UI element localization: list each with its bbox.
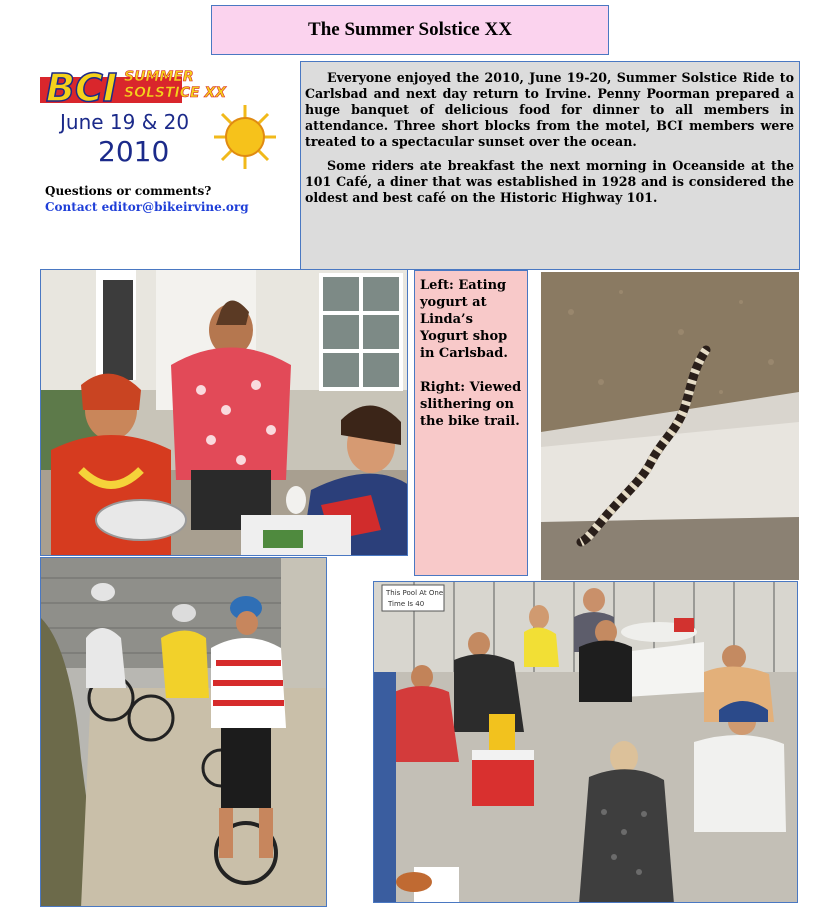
contact-email-link[interactable]: Contact editor@bikeirvine.org <box>45 200 249 214</box>
photo-group-patio <box>373 581 798 903</box>
photo-cyclists <box>40 557 327 907</box>
story-paragraph-2: Some riders ate breakfast the next morning in Oceanside at the 101 Café, a diner that was established in 1928 and is considered the oldest and best café on the Historic Highway 101. <box>305 158 794 205</box>
caption-right: Right: Viewed slithering on the bike trail. <box>420 380 522 429</box>
logo-line2: SOLSTICE XX <box>124 85 227 101</box>
title-box <box>211 5 609 55</box>
story-box <box>300 61 800 270</box>
contact-block <box>45 183 285 215</box>
photo-snake <box>541 272 799 580</box>
sun-icon <box>214 105 276 169</box>
event-logo <box>40 57 278 170</box>
logo-year: 2010 <box>98 135 170 168</box>
logo-brand: BCI <box>46 66 117 110</box>
caption-left: Left: Eating yogurt at Linda’s Yogurt shop in Carlsbad. <box>420 278 508 361</box>
story-paragraph-1: Everyone enjoyed the 2010, June 19-20, Summer Solstice Ride to Carlsbad and next day return to Irvine. Penny Poorman prepared a huge banquet of delicious food for dinner to all members in attendance. Three short blocks from the motel, BCI members were treated to a spectacular sunset over the ocean. <box>305 70 794 149</box>
contact-question: Questions or comments? <box>45 184 212 198</box>
photo-yogurt-shop <box>40 269 408 556</box>
pool-sign-text-2: Time Is 40 <box>388 600 425 608</box>
logo-dates: June 19 & 20 <box>60 110 190 134</box>
page-title: The Summer Solstice XX <box>308 19 512 40</box>
logo-line1: SUMMER <box>124 69 194 85</box>
photo-caption-box <box>414 270 528 576</box>
pool-sign-text-1: This Pool At One <box>386 589 444 597</box>
